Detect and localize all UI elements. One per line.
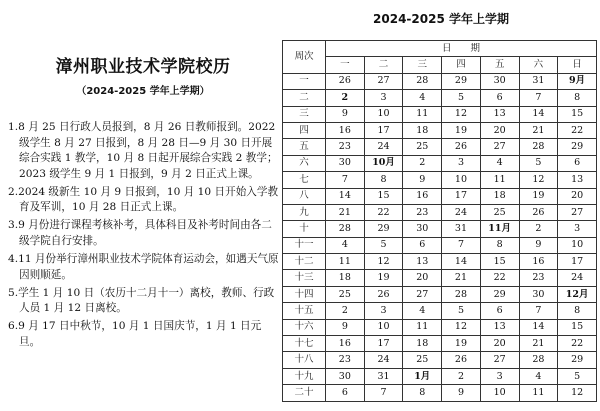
date-cell: 2 — [326, 90, 365, 106]
week-number: 十七 — [283, 336, 326, 352]
date-cell: 9 — [442, 385, 481, 401]
date-cell: 22 — [364, 204, 403, 220]
weekday-header: 四 — [442, 57, 481, 73]
date-cell: 16 — [326, 122, 365, 138]
note-item: 3.9 月份进行课程考核补考，具体科目及补考时间由各二级学院自行安排。 — [8, 219, 272, 247]
calendar-panel — [282, 0, 600, 411]
date-cell: 4 — [403, 303, 442, 319]
date-cell: 10 — [364, 319, 403, 335]
weekday-header: 五 — [480, 57, 519, 73]
date-cell: 27 — [480, 352, 519, 368]
week-row — [283, 90, 597, 106]
week-number: 七 — [283, 172, 326, 188]
date-cell: 27 — [364, 73, 403, 89]
week-number: 十四 — [283, 286, 326, 302]
weekday-header: 日 — [558, 57, 597, 73]
date-cell: 19 — [442, 122, 481, 138]
date-cell: 10 — [442, 172, 481, 188]
date-cell: 25 — [480, 204, 519, 220]
date-cell: 17 — [364, 336, 403, 352]
date-cell: 16 — [519, 254, 558, 270]
date-cell: 4 — [519, 368, 558, 384]
calendar-header-row — [283, 41, 597, 57]
page-subtitle: （2024-2025 学年上学期） — [76, 86, 210, 97]
date-cell: 27 — [403, 286, 442, 302]
weekday-header: 六 — [519, 57, 558, 73]
date-cell: 24 — [364, 352, 403, 368]
date-cell: 20 — [480, 122, 519, 138]
date-cell: 23 — [326, 139, 365, 155]
note-item: 1.8 月 25 日行政人员报到，8 月 26 日教师报到。2022 级学生 8 月 27 日报到，8 月 28 日—9 月 30 日开展综合实践 1 教学，10 月 8 日起开展综合实践 2 教学；2023 级学生 9 月 1 日报到，9 月 2 日正式上课。 — [8, 121, 278, 180]
date-cell: 8 — [364, 172, 403, 188]
week-number: 一 — [283, 73, 326, 89]
date-cell: 29 — [364, 221, 403, 237]
week-row — [283, 204, 597, 220]
date-cell: 8 — [480, 237, 519, 253]
date-cell: 18 — [480, 188, 519, 204]
date-cell: 24 — [442, 204, 481, 220]
date-cell: 3 — [442, 155, 481, 171]
weekday-header: 三 — [403, 57, 442, 73]
date-cell: 5 — [442, 303, 481, 319]
date-cell: 29 — [558, 352, 597, 368]
date-cell: 15 — [558, 106, 597, 122]
date-cell: 14 — [519, 319, 558, 335]
date-cell: 31 — [364, 368, 403, 384]
date-cell: 27 — [480, 139, 519, 155]
week-row — [283, 106, 597, 122]
date-cell: 7 — [326, 172, 365, 188]
date-cell: 31 — [519, 73, 558, 89]
date-cell: 14 — [326, 188, 365, 204]
date-cell: 11 — [403, 106, 442, 122]
date-cell: 26 — [442, 139, 481, 155]
date-cell: 29 — [558, 139, 597, 155]
week-row — [283, 172, 597, 188]
date-cell: 14 — [519, 106, 558, 122]
date-cell: 12 — [519, 172, 558, 188]
week-row — [283, 73, 597, 89]
week-row — [283, 286, 597, 302]
week-row — [283, 188, 597, 204]
date-cell: 26 — [326, 73, 365, 89]
date-cell: 28 — [326, 221, 365, 237]
date-cell: 7 — [364, 385, 403, 401]
date-cell: 2 — [519, 221, 558, 237]
date-cell: 16 — [403, 188, 442, 204]
page-title: 漳州职业技术学院校历 — [55, 57, 231, 77]
date-cell: 13 — [403, 254, 442, 270]
week-number: 八 — [283, 188, 326, 204]
date-cell: 18 — [326, 270, 365, 286]
week-number: 五 — [283, 139, 326, 155]
date-cell: 6 — [403, 237, 442, 253]
date-cell: 24 — [558, 270, 597, 286]
date-cell: 12 — [558, 385, 597, 401]
weekday-header: 一 — [326, 57, 365, 73]
date-cell: 24 — [364, 139, 403, 155]
week-row — [283, 270, 597, 286]
date-cell: 13 — [558, 172, 597, 188]
date-cell: 10 — [558, 237, 597, 253]
week-row — [283, 368, 597, 384]
date-cell: 17 — [442, 188, 481, 204]
date-cell: 9 — [326, 106, 365, 122]
date-cell: 5 — [558, 368, 597, 384]
date-cell: 6 — [558, 155, 597, 171]
date-cell: 21 — [519, 336, 558, 352]
date-cell: 31 — [442, 221, 481, 237]
date-cell: 12月 — [558, 286, 597, 302]
date-cell: 9 — [519, 237, 558, 253]
calendar-title: 2024-2025 学年上学期 — [373, 12, 509, 26]
date-cell: 30 — [519, 286, 558, 302]
date-cell: 17 — [364, 122, 403, 138]
date-cell: 7 — [519, 90, 558, 106]
date-cell: 25 — [326, 286, 365, 302]
date-cell: 10 — [480, 385, 519, 401]
weekday-header-row — [283, 57, 597, 73]
date-cell: 11 — [326, 254, 365, 270]
date-cell: 11 — [519, 385, 558, 401]
date-cell: 28 — [442, 286, 481, 302]
date-cell: 8 — [558, 90, 597, 106]
date-cell: 5 — [519, 155, 558, 171]
date-cell: 12 — [442, 106, 481, 122]
date-cell: 21 — [519, 122, 558, 138]
week-row — [283, 319, 597, 335]
date-cell: 10 — [364, 106, 403, 122]
date-cell: 30 — [403, 221, 442, 237]
date-cell: 3 — [558, 221, 597, 237]
week-number: 十八 — [283, 352, 326, 368]
date-cell: 14 — [442, 254, 481, 270]
date-cell: 28 — [519, 139, 558, 155]
date-cell: 21 — [326, 204, 365, 220]
week-row — [283, 155, 597, 171]
date-cell: 7 — [442, 237, 481, 253]
date-cell: 23 — [519, 270, 558, 286]
date-cell: 2 — [326, 303, 365, 319]
date-cell: 25 — [403, 139, 442, 155]
date-column-header: 日 期 — [326, 41, 597, 57]
date-cell: 29 — [480, 286, 519, 302]
date-cell: 6 — [326, 385, 365, 401]
date-cell: 11 — [403, 319, 442, 335]
date-cell: 26 — [519, 204, 558, 220]
date-cell: 5 — [364, 237, 403, 253]
week-number: 十九 — [283, 368, 326, 384]
date-cell: 18 — [403, 122, 442, 138]
date-cell: 5 — [442, 90, 481, 106]
date-cell: 20 — [558, 188, 597, 204]
date-cell: 29 — [442, 73, 481, 89]
week-row — [283, 237, 597, 253]
date-cell: 28 — [519, 352, 558, 368]
date-cell: 10月 — [364, 155, 403, 171]
date-cell: 8 — [558, 303, 597, 319]
week-number: 二十 — [283, 385, 326, 401]
date-cell: 27 — [558, 204, 597, 220]
weekday-header: 二 — [364, 57, 403, 73]
date-cell: 11月 — [480, 221, 519, 237]
date-cell: 13 — [480, 319, 519, 335]
date-cell: 19 — [519, 188, 558, 204]
date-cell: 4 — [480, 155, 519, 171]
date-cell: 30 — [326, 368, 365, 384]
date-cell: 23 — [403, 204, 442, 220]
date-cell: 1月 — [403, 368, 442, 384]
date-cell: 3 — [364, 90, 403, 106]
date-cell: 22 — [480, 270, 519, 286]
week-number: 四 — [283, 122, 326, 138]
date-cell: 7 — [519, 303, 558, 319]
date-cell: 16 — [326, 336, 365, 352]
date-cell: 20 — [480, 336, 519, 352]
week-number: 十 — [283, 221, 326, 237]
week-number: 三 — [283, 106, 326, 122]
week-row — [283, 221, 597, 237]
date-cell: 23 — [326, 352, 365, 368]
note-item: 4.11 月份举行漳州职业技术学院体育运动会，如遇天气原因则顺延。 — [8, 252, 279, 281]
calendar-table — [282, 40, 597, 402]
date-cell: 6 — [480, 303, 519, 319]
week-row — [283, 122, 597, 138]
week-number: 六 — [283, 155, 326, 171]
date-cell: 15 — [558, 319, 597, 335]
date-cell: 26 — [442, 352, 481, 368]
note-item: 2.2024 级新生 10 月 9 日报到，10 月 10 日开始入学教育及军训，10 月 28 日正式上课。 — [8, 185, 279, 214]
date-cell: 13 — [480, 106, 519, 122]
date-cell: 6 — [480, 90, 519, 106]
date-cell: 15 — [364, 188, 403, 204]
date-cell: 12 — [442, 319, 481, 335]
week-column-header: 周次 — [283, 41, 326, 74]
date-cell: 9月 — [558, 73, 597, 89]
week-number: 十三 — [283, 270, 326, 286]
week-number: 九 — [283, 204, 326, 220]
date-cell: 17 — [558, 254, 597, 270]
date-cell: 3 — [480, 368, 519, 384]
date-cell: 30 — [480, 73, 519, 89]
week-row — [283, 303, 597, 319]
week-number: 十一 — [283, 237, 326, 253]
date-cell: 18 — [403, 336, 442, 352]
date-cell: 30 — [326, 155, 365, 171]
date-cell: 12 — [364, 254, 403, 270]
date-cell: 15 — [480, 254, 519, 270]
date-cell: 4 — [403, 90, 442, 106]
week-row — [283, 139, 597, 155]
week-number: 二 — [283, 90, 326, 106]
date-cell: 25 — [403, 352, 442, 368]
date-cell: 8 — [403, 385, 442, 401]
date-cell: 22 — [558, 122, 597, 138]
date-cell: 3 — [364, 303, 403, 319]
date-cell: 2 — [403, 155, 442, 171]
date-cell: 26 — [364, 286, 403, 302]
week-number: 十五 — [283, 303, 326, 319]
notes-list — [8, 120, 280, 353]
week-number: 十六 — [283, 319, 326, 335]
date-cell: 2 — [442, 368, 481, 384]
date-cell: 20 — [403, 270, 442, 286]
date-cell: 4 — [326, 237, 365, 253]
date-cell: 9 — [326, 319, 365, 335]
notes-panel — [0, 0, 282, 411]
week-number: 十二 — [283, 254, 326, 270]
week-row — [283, 336, 597, 352]
week-row — [283, 385, 597, 401]
date-cell: 19 — [442, 336, 481, 352]
date-cell: 9 — [403, 172, 442, 188]
date-cell: 19 — [364, 270, 403, 286]
week-row — [283, 254, 597, 270]
note-item: 6.9 月 17 日中秋节，10 月 1 日国庆节，1 月 1 日元旦。 — [8, 320, 262, 348]
date-cell: 22 — [558, 336, 597, 352]
date-cell: 11 — [480, 172, 519, 188]
note-item: 5.学生 1 月 10 日（农历十二月十一）离校，教师、行政人员 1 月 12 日离校。 — [8, 286, 275, 315]
date-cell: 28 — [403, 73, 442, 89]
week-row — [283, 352, 597, 368]
calendar-body — [283, 73, 597, 401]
date-cell: 21 — [442, 270, 481, 286]
